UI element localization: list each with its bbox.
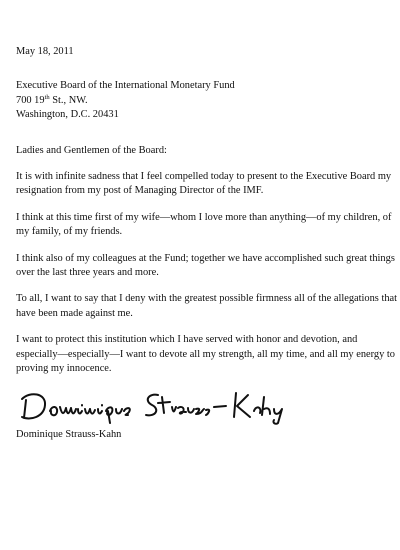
paragraph-line: over the last three years and more. — [16, 267, 159, 279]
paragraph-line: I think at this time first of my wife—whom I love more than anything—of my children, of — [16, 211, 392, 223]
paragraph-line: resignation from my post of Managing Director of the IMF. — [16, 185, 264, 197]
paragraph-resignation — [16, 170, 392, 199]
paragraph-line: It is with infinite sadness that I feel compelled today to present to the Executive Board my — [16, 171, 392, 183]
signatory-name: Dominique Strauss-Kahn — [16, 429, 122, 440]
paragraph-family — [16, 211, 392, 240]
paragraph-colleagues — [16, 252, 395, 281]
handwritten-signature — [16, 387, 306, 425]
paragraph-line: To all, I want to say that I deny with the greatest possible firmness all of the allegations that — [16, 293, 398, 305]
paragraph-line: proving my innocence. — [16, 363, 112, 375]
recipient-organization: Executive Board of the International Monetary Fund — [16, 80, 235, 92]
salutation: Ladies and Gentlemen of the Board: — [16, 144, 167, 156]
paragraph-line: especially—especially—I want to devote all my strength, all my time, and all my energy to — [16, 348, 395, 360]
paragraph-denial — [16, 292, 398, 321]
paragraph-line: have been made against me. — [16, 307, 133, 319]
recipient-address — [16, 79, 392, 122]
paragraph-institution — [16, 333, 395, 376]
signature-drawing — [16, 387, 306, 425]
letter-body — [16, 45, 398, 389]
street-name: St., NW. — [49, 94, 88, 106]
paragraph-line: I want to protect this institution which I have served with honor and devotion, and — [16, 334, 358, 346]
paragraph-line: my family, of my friends. — [16, 226, 123, 238]
paragraph-line: I think also of my colleagues at the Fund; together we have accomplished such great things — [16, 252, 395, 264]
letter-date: May 18, 2011 — [16, 46, 74, 57]
street-ordinal-suffix: th — [44, 93, 50, 101]
recipient-street — [16, 94, 392, 108]
street-number: 700 19 — [16, 94, 45, 106]
recipient-city: Washington, D.C. 20431 — [16, 109, 119, 121]
